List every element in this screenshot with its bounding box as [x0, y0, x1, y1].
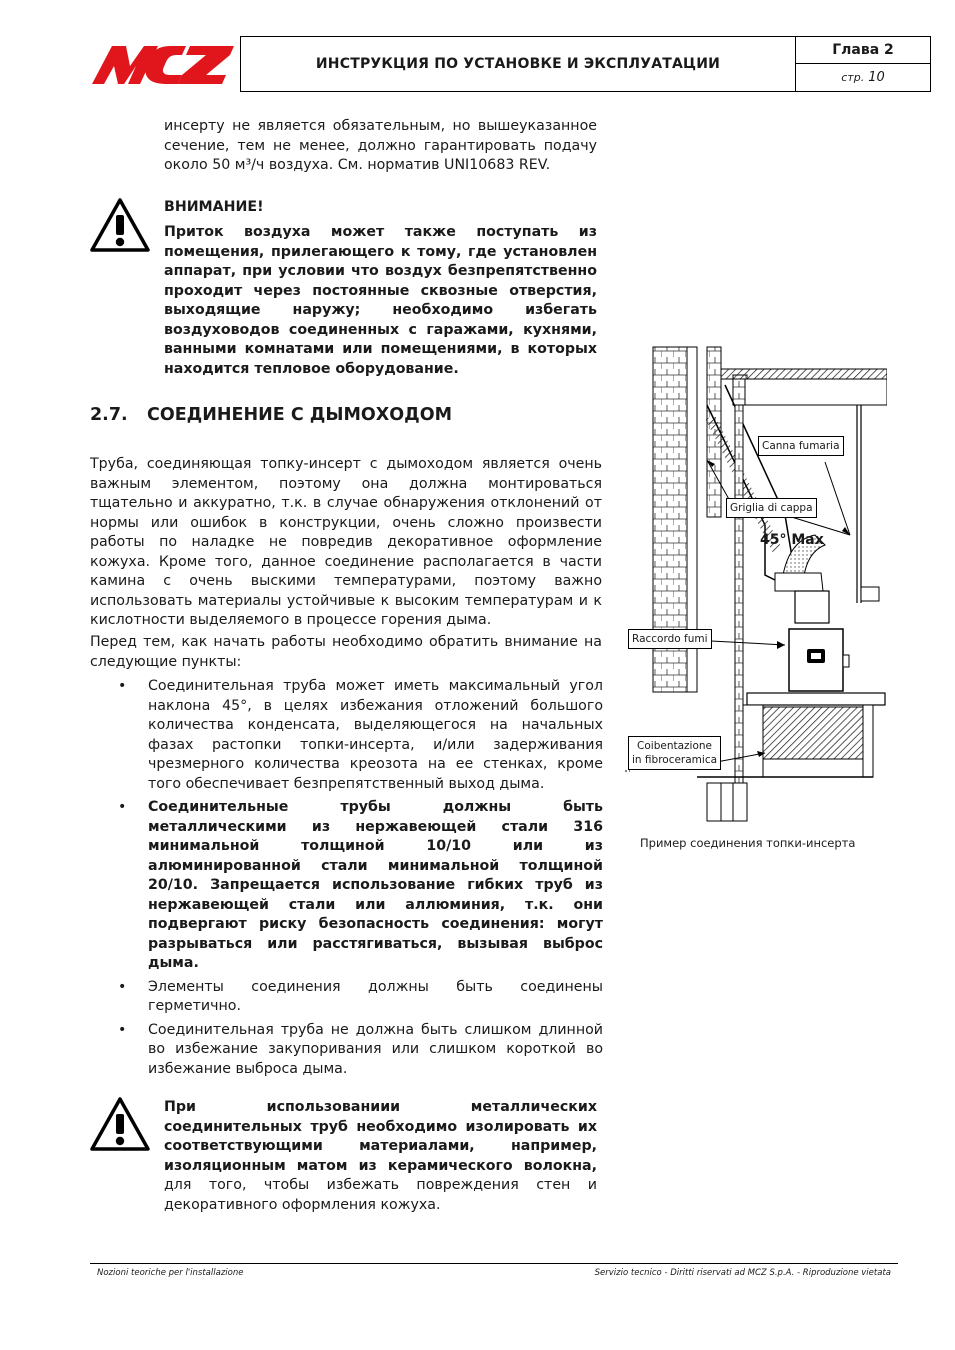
list-item: • Соединительные трубы должны быть металлическими из нержавеющей стали 316 минимальной толщиной 10/10 или из алюминированной стали минимальной толщиной 20/10. Запрещается использование гибких труб из нержавеющей стали или аллюминия, т.к. они подвергают риску безопасность соединения: могут разрываться или расстягиваться, вызывая выброс дыма. [90, 798, 603, 974]
mcz-logo-graphic [92, 44, 234, 86]
figure-caption: Пример соединения топки-инсерта [640, 836, 856, 850]
list-item: • Соединительная труба может иметь максимальный угол наклона 45°, в целях избежания отложений большого количества конденсата, выделяющегося на начальных фазах растопки топки-инсерта, и/или задерживания чрезмерного количества креозота на ее стенках, кроме того обеспечивает безпрепятственный выход дыма. [90, 677, 603, 794]
warning-2-bold: При использованиии металлических соединительных труб необходимо изолировать их соответствующими материалами, например, изоляционным матом из керамического волокна, [164, 1099, 597, 1174]
chapter-label: Глава 2 [796, 37, 930, 64]
warning-2-text [164, 1098, 597, 1215]
warning-title: ВНИМАНИЕ! [164, 199, 264, 215]
chimney-connection-figure [625, 345, 887, 823]
page-number-box [796, 64, 930, 91]
label-canna-fumaria: Canna fumaria [758, 436, 844, 456]
warning-icon [89, 1096, 151, 1152]
mcz-logo [92, 44, 234, 86]
section-number: 2.7. [90, 405, 128, 425]
warning-2-normal: для того, чтобы избежать повреждения стен и декоративного оформления кожуха. [164, 1177, 597, 1213]
paragraph-1: Труба, соединяющая топку-инсерт с дымоходом является очень важным элементом, поэтому она должна монтироваться тщательно и аккуратно, т.к. в случае обнаружения отклонений от нормы или ошибок в конструкции, очень сложно произвести работы по наладке не повредив декоративное оформление кожуха. Кроме того, данное соединение располагается в части камина с очень выскими температурами, поэтому важно использовать материалы устойчивые к высоким температурам и к кислотности выделяемого в процессе горения дыма. [90, 456, 602, 628]
footer-left-text: Nozioni teoriche per l'installazione [97, 1268, 244, 1278]
label-griglia-di-cappa: Griglia di cappa [726, 498, 817, 518]
page-label: стр. [841, 71, 865, 84]
document-title: ИНСТРУКЦИЯ ПО УСТАНОВКЕ И ЭКСПЛУАТАЦИИ [241, 37, 796, 91]
footer-divider [90, 1263, 898, 1264]
list-item: • Элементы соединения должны быть соединены герметично. [90, 978, 603, 1017]
label-coibentazione-line2: in fibroceramica [632, 754, 718, 766]
list-item: • Соединительная труба не должна быть слишком длинной во избежание закупоривания или слишком короткой во избежание выброса дыма. [90, 1021, 603, 1080]
header-box [240, 36, 931, 92]
requirements-list [90, 677, 603, 1083]
label-angle: 45° Max [760, 532, 824, 548]
section-heading [90, 405, 452, 425]
label-raccordo-fumi: Raccordo fumi [628, 629, 712, 649]
logo-text: MCZ [92, 44, 95, 45]
label-coibentazione-line1: Coibentazione [637, 740, 713, 752]
intro-paragraph: инсерту не является обязательным, но вышеуказанное сечение, тем не менее, должно гарантировать подачу около 50 м³/ч воздуха. См. норматив UNI10683 REV. [164, 118, 597, 173]
footer-right-text: Servizio tecnico - Diritti riservati ad MCZ S.p.A. - Riproduzione vietata [594, 1268, 891, 1278]
warning-icon [89, 197, 151, 253]
warning-text: Приток воздуха может также поступать из помещения, прилегающего к тому, где установлен аппарат, при условии что воздух безпрепятственно проходит через постоянные сквозные отверстия, выходящие наружу; необходимо избегать воздуховодов соединенных с гаражами, кухнями, ванными комнатами или помещениями, в которых находится тепловое оборудование. [164, 224, 597, 377]
page-number: 10 [868, 70, 885, 85]
section-title: СОЕДИНЕНИЕ С ДЫМОХОДОМ [147, 405, 453, 425]
paragraph-2: Перед тем, как начать работы необходимо обратить внимание на следующие пункты: [90, 634, 602, 670]
label-coibentazione [628, 736, 721, 770]
